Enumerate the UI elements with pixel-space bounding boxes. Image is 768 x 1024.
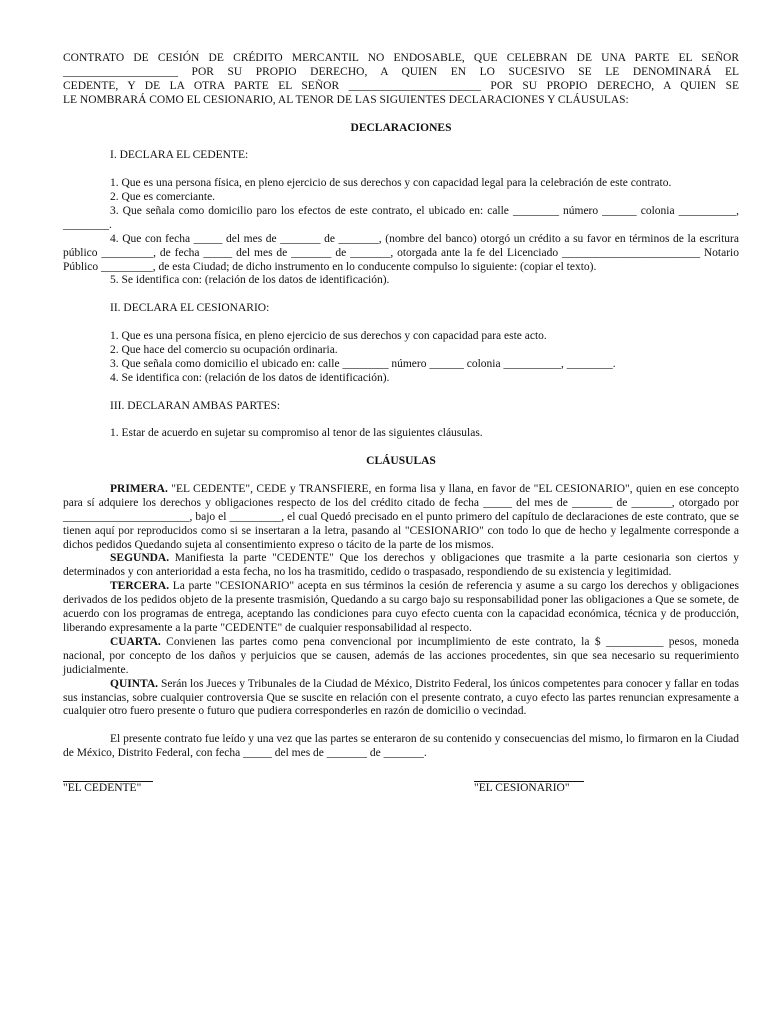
signature-cedente	[63, 781, 153, 796]
cedente-heading: I. DECLARA EL CEDENTE:	[110, 149, 249, 162]
clause-primera-text: "EL CEDENTE", CEDE y TRANSFIERE, en forma lisa y llana, en favor de "EL CESIONARIO", quien en ese concepto para sí adquiere los derechos y obligaciones respecto de los del crédito citado de fecha _____ del mes de _______ de _______, otorgado por ______________________, bajo el _________, el cual Quedó precisado en el punto primero del capítulo de declaraciones de este contrato, que se tienen aquí por reproducidos como si se insertaran a la letra, pasando al "CESIONARIO" con todo lo que de hecho y legalmente corresponde a dichos pedidos Quedando sujeta al consentimiento expreso o tácito de la parte de los mismos.	[63, 482, 739, 551]
clause-segunda-text: Manifiesta la parte "CEDENTE" Que los derechos y obligaciones que trasmite a la parte cesionaria son ciertos y determinados y con anterioridad a esta fecha, no los ha trasmitido, cedido o traspasado, respondiendo de su existencia y legitimidad.	[63, 552, 739, 579]
title-line: CEDENTE, Y DE LA OTRA PARTE EL SEÑOR _______________________ POR SU PROPIO DERECHO, A QUIEN SE	[63, 79, 739, 92]
cesionario-item-3: 3. Que señala como domicilio el ubicado en: calle ________ número ______ colonia __________, ________.	[110, 357, 616, 370]
cedente-item-3: 3. Que señala como domicilio paro los efectos de este contrato, el ubicado en: calle ________ número ______ colonia __________, ________.	[63, 204, 739, 231]
clause-primera	[63, 483, 739, 553]
clause-segunda-label: SEGUNDA.	[110, 552, 170, 565]
cesionario-item-4: 4. Se identifica con: (relación de los datos de identificación).	[110, 371, 390, 384]
cedente-item-4: 4. Que con fecha _____ del mes de _______ de _______, (nombre del banco) otorgó un crédito a su favor en términos de la escritura público _________, de fecha _____ del mes de _______ de _______, otorgada ante la fe del Licenciado ________________________ Notario Público _________, de esta Ciudad; de dicho instrumento en lo conducente compulso lo siguiente: (copiar el texto).	[63, 232, 739, 273]
clause-segunda	[63, 552, 739, 580]
clause-primera-label: PRIMERA.	[110, 482, 168, 495]
clause-quinta-label: QUINTA.	[110, 677, 159, 690]
cesionario-heading: II. DECLARA EL CESIONARIO:	[110, 302, 270, 315]
ambas-partes-heading: III. DECLARAN AMBAS PARTES:	[110, 399, 281, 412]
clause-cuarta-text: Convienen las partes como pena convencional por incumplimiento de este contrato, la $ __________ pesos, moneda nacional, por concepto de los daños y perjuicios que se causen, además de las acciones procedentes, sin que sea necesario su requerimiento judicialmente.	[63, 635, 739, 676]
closing-paragraph: El presente contrato fue leído y una vez que las partes se enteraron de su contenido y consecuencias del mismo, lo firmaron en la Ciudad de México, Distrito Federal, con fecha _____ del mes de _______ de _______.	[63, 733, 739, 760]
cedente-item-1: 1. Que es una persona física, en pleno ejercicio de sus derechos y con capacidad legal para la celebración de este contrato.	[110, 177, 672, 190]
title-line: CONTRATO DE CESIÓN DE CRÉDITO MERCANTIL NO ENDOSABLE, QUE CELEBRAN DE UNA PARTE EL SEÑOR	[63, 52, 739, 64]
clause-quinta-text: Serán los Jueces y Tribunales de la Ciudad de México, Distrito Federal, los únicos competentes para conocer y fallar en todas sus instancias, sobre cualquier controversia Que se suscite en relación con el presente contrato, a cuyo efecto las partes renuncian expresamente a cualquier otro fuero presente o futuro que pudiera corresponderles en razón de domicilio o vecindad.	[63, 677, 739, 718]
cedente-item-5: 5. Se identifica con: (relación de los datos de identificación).	[110, 274, 390, 287]
contract-document	[63, 52, 739, 811]
clausulas-heading: CLÁUSULAS	[366, 455, 436, 468]
cesionario-item-2: 2. Que hace del comercio su ocupación ordinaria.	[110, 343, 338, 356]
signature-label-cesionario: "EL CESIONARIO"	[474, 782, 570, 795]
signature-label-cedente: "EL CEDENTE"	[63, 782, 142, 795]
clause-tercera-label: TERCERA.	[110, 580, 170, 593]
signature-cesionario	[474, 781, 584, 796]
ambas-partes-item-1: 1. Estar de acuerdo en sujetar su compromiso al tenor de las siguientes cláusulas.	[110, 427, 483, 440]
cesionario-item-1: 1. Que es una persona física, en pleno ejercicio de sus derechos y con capacidad para este acto.	[110, 330, 547, 343]
clause-cuarta	[63, 636, 739, 678]
clause-tercera-text: La parte "CESIONARIO" acepta en sus términos la cesión de referencia y asume a su cargo los derechos y obligaciones derivados de los pedidos objeto de la presente trasmisión, Quedando a su cargo bajo su responsabilidad poner las obligaciones a Que se somete, de acuerdo con los programas de entrega, aceptando las condiciones para cuyo efecto cuenta con la capacidad económica, técnica y de producción, liberando expresamente a la parte "CEDENTE" de cualquier responsabilidad al respecto.	[63, 580, 739, 635]
cedente-item-2: 2. Que es comerciante.	[110, 191, 216, 204]
clause-quinta	[63, 678, 739, 720]
declaraciones-heading: DECLARACIONES	[350, 121, 452, 134]
title-line: LE NOMBRARÁ COMO EL CESIONARIO, AL TENOR DE LAS SIGUIENTES DECLARACIONES Y CLÁUSULAS:	[63, 93, 629, 106]
contract-title	[63, 52, 739, 108]
signature-block	[63, 781, 739, 811]
title-line: ____________________ POR SU PROPIO DERECHO, A QUIEN EN LO SUCESIVO SE LE DENOMINARÁ EL	[63, 65, 739, 78]
clause-cuarta-label: CUARTA.	[110, 635, 161, 648]
clause-tercera	[63, 580, 739, 636]
